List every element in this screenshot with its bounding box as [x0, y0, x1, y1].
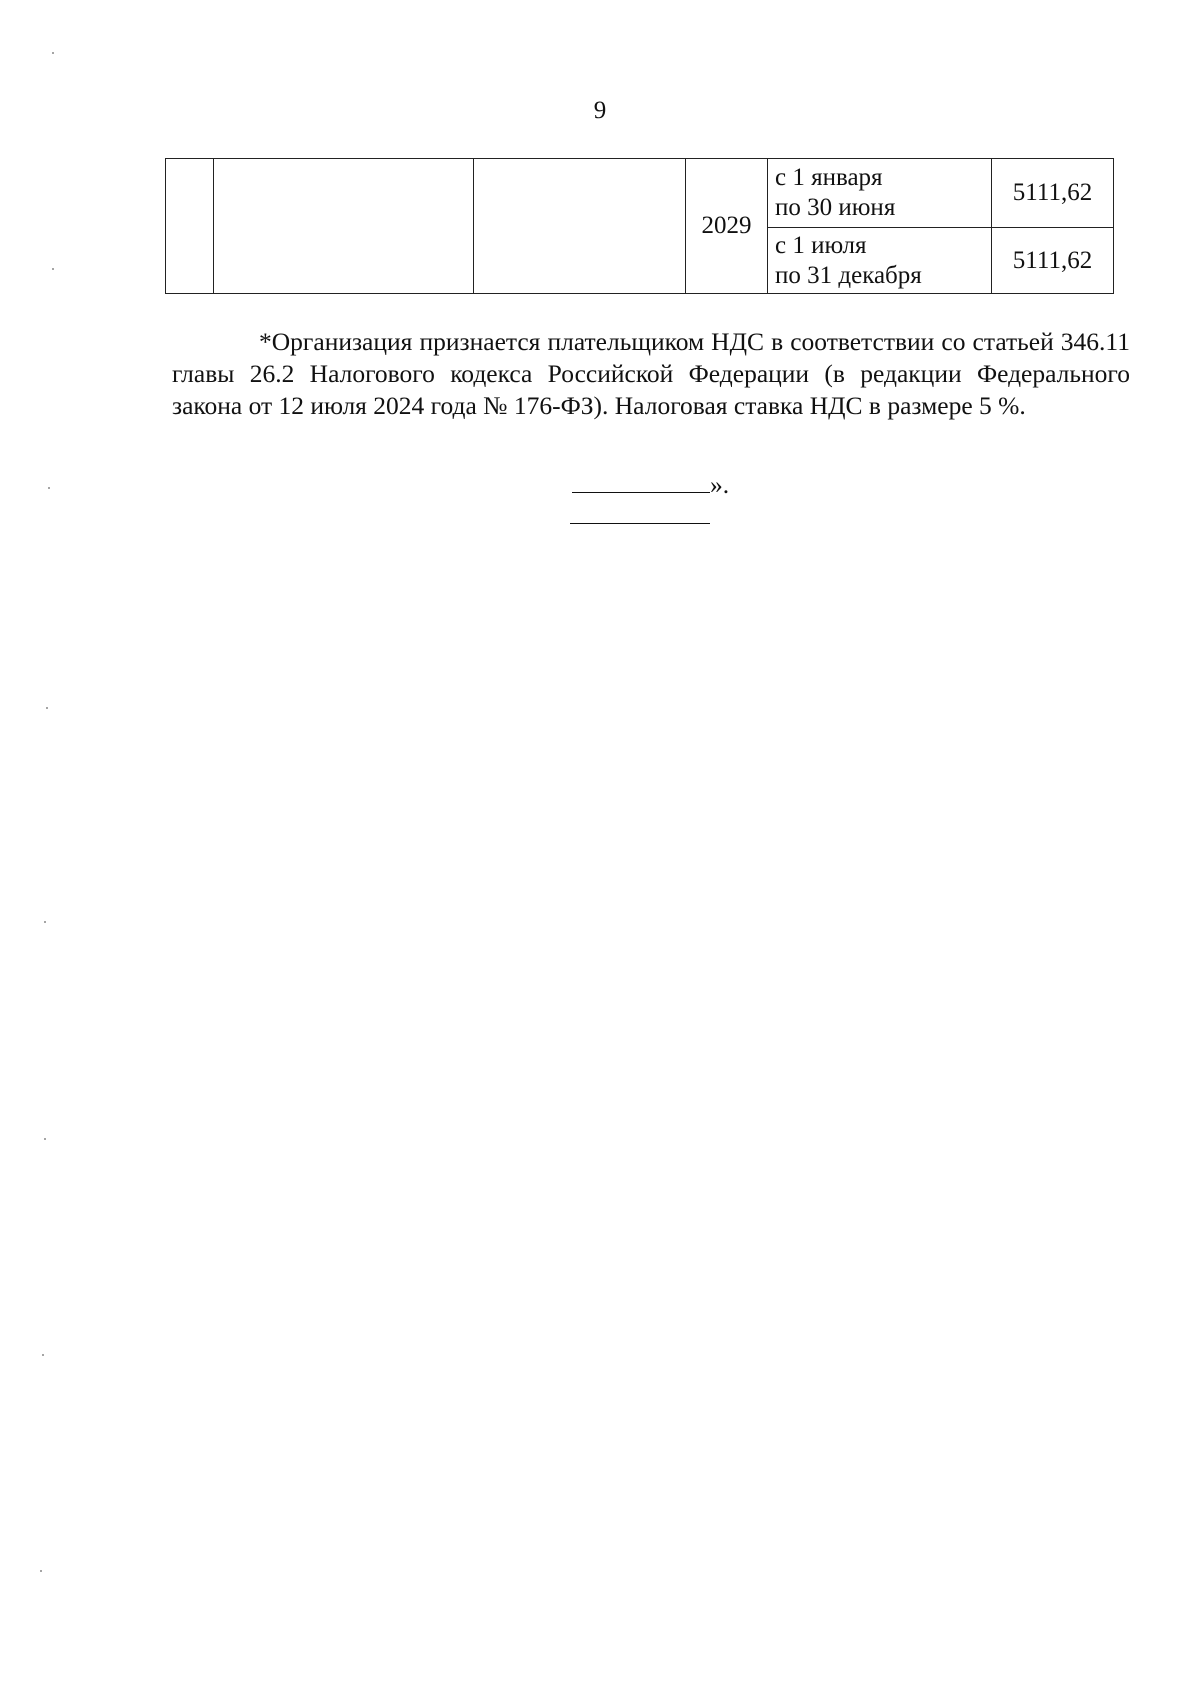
page-number: 9	[593, 97, 607, 124]
closing-quote-mark: ».	[710, 470, 730, 499]
margin-mark	[52, 268, 54, 270]
closing-underline	[572, 466, 710, 493]
closing-quote	[572, 466, 729, 501]
period-start: с 1 января	[775, 164, 883, 191]
period-cell	[768, 159, 992, 228]
period-cell	[768, 228, 992, 294]
tariff-table	[165, 158, 1114, 294]
margin-mark	[48, 487, 50, 489]
end-of-document-line	[570, 523, 710, 524]
margin-mark	[46, 707, 48, 709]
number-cell	[166, 159, 214, 294]
margin-mark	[44, 921, 46, 923]
footnote-text: *Организация признается плательщиком НДС в соответствии со статьей 346.11 главы 26.2 Налогового кодекса Российской Федерации (в редакции Федерального закона от 12 июля 2024 года № 176-ФЗ). Налоговая ставка НДС в размере 5 %.	[172, 327, 1130, 420]
margin-mark	[52, 52, 54, 54]
period-end: по 30 июня	[775, 194, 896, 221]
category-cell	[474, 159, 686, 294]
period-end: по 31 декабря	[775, 261, 922, 289]
tariff-value-cell: 5111,62	[992, 159, 1114, 228]
footnote-paragraph	[172, 326, 1130, 422]
margin-mark	[40, 1570, 42, 1572]
margin-mark	[44, 1138, 46, 1140]
table-row	[166, 159, 1114, 228]
year-cell: 2029	[686, 159, 768, 294]
tariff-value-cell: 5111,62	[992, 228, 1114, 294]
name-cell	[214, 159, 474, 294]
period-start: с 1 июля	[775, 231, 867, 259]
margin-mark	[42, 1354, 44, 1356]
